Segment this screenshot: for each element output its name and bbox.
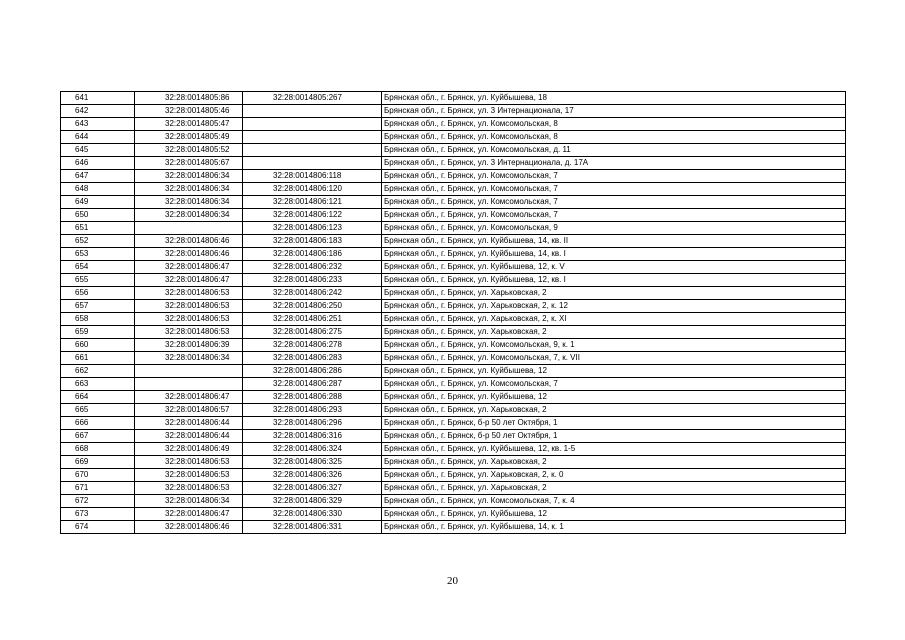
cadastral-number-cell: 32:28:0014806:186 [243,248,382,261]
address-cell: Брянская обл., г. Брянск, ул. Куйбышева, 14, кв. I [382,248,846,261]
table-row [61,391,846,404]
cadastral-number-cell: 32:28:0014806:293 [243,404,382,417]
row-number-cell: 649 [61,196,135,209]
cadastral-number-cell: 32:28:0014806:324 [243,443,382,456]
block-number-cell: 32:28:0014806:34 [135,196,243,209]
address-cell: Брянская обл., г. Брянск, ул. Комсомольская, 7 [382,196,846,209]
block-number-cell: 32:28:0014806:49 [135,443,243,456]
cadastral-number-cell: 32:28:0014806:329 [243,495,382,508]
block-number-cell: 32:28:0014805:67 [135,157,243,170]
cadastral-number-cell: 32:28:0014806:122 [243,209,382,222]
address-cell: Брянская обл., г. Брянск, ул. Комсомольская, 8 [382,131,846,144]
cadastral-number-cell: 32:28:0014806:288 [243,391,382,404]
block-number-cell: 32:28:0014805:52 [135,144,243,157]
row-number-cell: 667 [61,430,135,443]
address-cell: Брянская обл., г. Брянск, ул. Харьковская, 2, к. 0 [382,469,846,482]
block-number-cell: 32:28:0014806:34 [135,183,243,196]
cadastral-number-cell: 32:28:0014806:283 [243,352,382,365]
row-number-cell: 660 [61,339,135,352]
table-row [61,105,846,118]
block-number-cell: 32:28:0014806:34 [135,352,243,365]
row-number-cell: 662 [61,365,135,378]
cadastral-number-cell: 32:28:0014806:326 [243,469,382,482]
cadastral-number-cell: 32:28:0014806:232 [243,261,382,274]
table-row [61,443,846,456]
row-number-cell: 666 [61,417,135,430]
table-row [61,521,846,534]
row-number-cell: 665 [61,404,135,417]
cadastral-number-cell: 32:28:0014806:325 [243,456,382,469]
row-number-cell: 646 [61,157,135,170]
cadastral-number-cell: 32:28:0014806:120 [243,183,382,196]
address-cell: Брянская обл., г. Брянск, ул. Харьковская, 2 [382,404,846,417]
address-cell: Брянская обл., г. Брянск, ул. Комсомольская, 9, к. 1 [382,339,846,352]
table-row [61,495,846,508]
table-row [61,209,846,222]
table-row [61,339,846,352]
cadastral-number-cell: 32:28:0014806:121 [243,196,382,209]
address-cell: Брянская обл., г. Брянск, ул. Куйбышева, 14, кв. II [382,235,846,248]
table-row [61,430,846,443]
block-number-cell: 32:28:0014806:57 [135,404,243,417]
block-number-cell: 32:28:0014806:44 [135,417,243,430]
table-row [61,170,846,183]
block-number-cell: 32:28:0014806:53 [135,287,243,300]
table-row [61,248,846,261]
cadastral-number-cell [243,131,382,144]
row-number-cell: 642 [61,105,135,118]
address-cell: Брянская обл., г. Брянск, ул. Комсомольская, 8 [382,118,846,131]
address-cell: Брянская обл., г. Брянск, ул. Комсомольская, 7, к. VII [382,352,846,365]
table-row [61,287,846,300]
address-cell: Брянская обл., г. Брянск, ул. Комсомольская, 7 [382,183,846,196]
property-table [60,91,846,534]
row-number-cell: 670 [61,469,135,482]
address-cell: Брянская обл., г. Брянск, ул. Куйбышева, 14, к. 1 [382,521,846,534]
table-row [61,157,846,170]
table-row [61,92,846,105]
table-row [61,365,846,378]
cadastral-number-cell: 32:28:0014806:183 [243,235,382,248]
block-number-cell: 32:28:0014806:47 [135,261,243,274]
address-cell: Брянская обл., г. Брянск, ул. Комсомольская, 9 [382,222,846,235]
row-number-cell: 648 [61,183,135,196]
table-row [61,183,846,196]
row-number-cell: 652 [61,235,135,248]
address-cell: Брянская обл., г. Брянск, ул. Куйбышева, 12 [382,391,846,404]
cadastral-number-cell: 32:28:0014806:118 [243,170,382,183]
cadastral-number-cell: 32:28:0014806:250 [243,300,382,313]
page-number: 20 [447,575,458,587]
block-number-cell: 32:28:0014806:39 [135,339,243,352]
table-row [61,456,846,469]
block-number-cell: 32:28:0014806:46 [135,248,243,261]
address-cell: Брянская обл., г. Брянск, ул. Комсомольская, 7 [382,378,846,391]
cadastral-number-cell [243,118,382,131]
row-number-cell: 674 [61,521,135,534]
table-row [61,235,846,248]
block-number-cell: 32:28:0014806:34 [135,495,243,508]
row-number-cell: 650 [61,209,135,222]
table-row [61,417,846,430]
block-number-cell: 32:28:0014806:47 [135,274,243,287]
cadastral-number-cell [243,105,382,118]
row-number-cell: 643 [61,118,135,131]
cadastral-number-cell: 32:28:0014806:278 [243,339,382,352]
cadastral-number-cell [243,144,382,157]
row-number-cell: 645 [61,144,135,157]
row-number-cell: 673 [61,508,135,521]
block-number-cell: 32:28:0014806:53 [135,469,243,482]
address-cell: Брянская обл., г. Брянск, ул. Куйбышева, 12 [382,365,846,378]
table-row [61,300,846,313]
block-number-cell: 32:28:0014806:53 [135,313,243,326]
address-cell: Брянская обл., г. Брянск, ул. Куйбышева, 12 [382,508,846,521]
block-number-cell: 32:28:0014805:46 [135,105,243,118]
cadastral-number-cell: 32:28:0014806:296 [243,417,382,430]
address-cell: Брянская обл., г. Брянск, ул. Харьковская, 2, к. 12 [382,300,846,313]
cadastral-number-cell: 32:28:0014806:327 [243,482,382,495]
cadastral-number-cell: 32:28:0014806:242 [243,287,382,300]
address-cell: Брянская обл., г. Брянск, ул. Харьковская, 2 [382,482,846,495]
block-number-cell: 32:28:0014806:47 [135,391,243,404]
property-table-body [61,92,846,534]
block-number-cell [135,365,243,378]
address-cell: Брянская обл., г. Брянск, ул. 3 Интернационала, д. 17А [382,157,846,170]
address-cell: Брянская обл., г. Брянск, ул. Комсомольская, 7 [382,209,846,222]
block-number-cell: 32:28:0014806:46 [135,235,243,248]
address-cell: Брянская обл., г. Брянск, ул. Комсомольская, 7 [382,170,846,183]
cadastral-number-cell: 32:28:0014806:275 [243,326,382,339]
address-cell: Брянская обл., г. Брянск, б-р 50 лет Октября, 1 [382,430,846,443]
table-row [61,404,846,417]
cadastral-number-cell: 32:28:0014806:287 [243,378,382,391]
cadastral-number-cell [243,157,382,170]
cadastral-number-cell: 32:28:0014806:286 [243,365,382,378]
block-number-cell: 32:28:0014806:34 [135,209,243,222]
cadastral-number-cell: 32:28:0014806:233 [243,274,382,287]
address-cell: Брянская обл., г. Брянск, ул. Харьковская, 2, к. XI [382,313,846,326]
row-number-cell: 655 [61,274,135,287]
table-row [61,131,846,144]
cadastral-number-cell: 32:28:0014806:123 [243,222,382,235]
row-number-cell: 647 [61,170,135,183]
row-number-cell: 669 [61,456,135,469]
row-number-cell: 657 [61,300,135,313]
block-number-cell: 32:28:0014806:53 [135,456,243,469]
address-cell: Брянская обл., г. Брянск, ул. Харьковская, 2 [382,326,846,339]
address-cell: Брянская обл., г. Брянск, ул. 3 Интернационала, 17 [382,105,846,118]
block-number-cell: 32:28:0014806:53 [135,326,243,339]
table-row [61,508,846,521]
row-number-cell: 656 [61,287,135,300]
address-cell: Брянская обл., г. Брянск, ул. Куйбышева, 12, кв. 1-5 [382,443,846,456]
table-row [61,352,846,365]
row-number-cell: 672 [61,495,135,508]
table-row [61,274,846,287]
block-number-cell: 32:28:0014806:44 [135,430,243,443]
address-cell: Брянская обл., г. Брянск, ул. Харьковская, 2 [382,456,846,469]
block-number-cell [135,222,243,235]
cadastral-number-cell: 32:28:0014805:267 [243,92,382,105]
cadastral-number-cell: 32:28:0014806:331 [243,521,382,534]
address-cell: Брянская обл., г. Брянск, б-р 50 лет Октября, 1 [382,417,846,430]
table-row [61,378,846,391]
table-row [61,222,846,235]
block-number-cell: 32:28:0014806:47 [135,508,243,521]
address-cell: Брянская обл., г. Брянск, ул. Куйбышева, 12, кв. I [382,274,846,287]
table-row [61,196,846,209]
row-number-cell: 644 [61,131,135,144]
row-number-cell: 668 [61,443,135,456]
cadastral-number-cell: 32:28:0014806:330 [243,508,382,521]
row-number-cell: 654 [61,261,135,274]
address-cell: Брянская обл., г. Брянск, ул. Комсомольская, д. 11 [382,144,846,157]
row-number-cell: 659 [61,326,135,339]
row-number-cell: 661 [61,352,135,365]
block-number-cell: 32:28:0014805:49 [135,131,243,144]
row-number-cell: 664 [61,391,135,404]
row-number-cell: 663 [61,378,135,391]
cadastral-number-cell: 32:28:0014806:316 [243,430,382,443]
row-number-cell: 653 [61,248,135,261]
address-cell: Брянская обл., г. Брянск, ул. Куйбышева, 12, к. V [382,261,846,274]
table-row [61,313,846,326]
row-number-cell: 658 [61,313,135,326]
block-number-cell: 32:28:0014806:34 [135,170,243,183]
row-number-cell: 641 [61,92,135,105]
block-number-cell [135,378,243,391]
block-number-cell: 32:28:0014806:46 [135,521,243,534]
block-number-cell: 32:28:0014806:53 [135,482,243,495]
cadastral-number-cell: 32:28:0014806:251 [243,313,382,326]
table-row [61,482,846,495]
table-row [61,261,846,274]
block-number-cell: 32:28:0014806:53 [135,300,243,313]
address-cell: Брянская обл., г. Брянск, ул. Харьковская, 2 [382,287,846,300]
table-row [61,144,846,157]
block-number-cell: 32:28:0014805:47 [135,118,243,131]
table-row [61,469,846,482]
row-number-cell: 651 [61,222,135,235]
address-cell: Брянская обл., г. Брянск, ул. Комсомольская, 7, к. 4 [382,495,846,508]
table-row [61,326,846,339]
row-number-cell: 671 [61,482,135,495]
table-row [61,118,846,131]
address-cell: Брянская обл., г. Брянск, ул. Куйбышева, 18 [382,92,846,105]
block-number-cell: 32:28:0014805:86 [135,92,243,105]
